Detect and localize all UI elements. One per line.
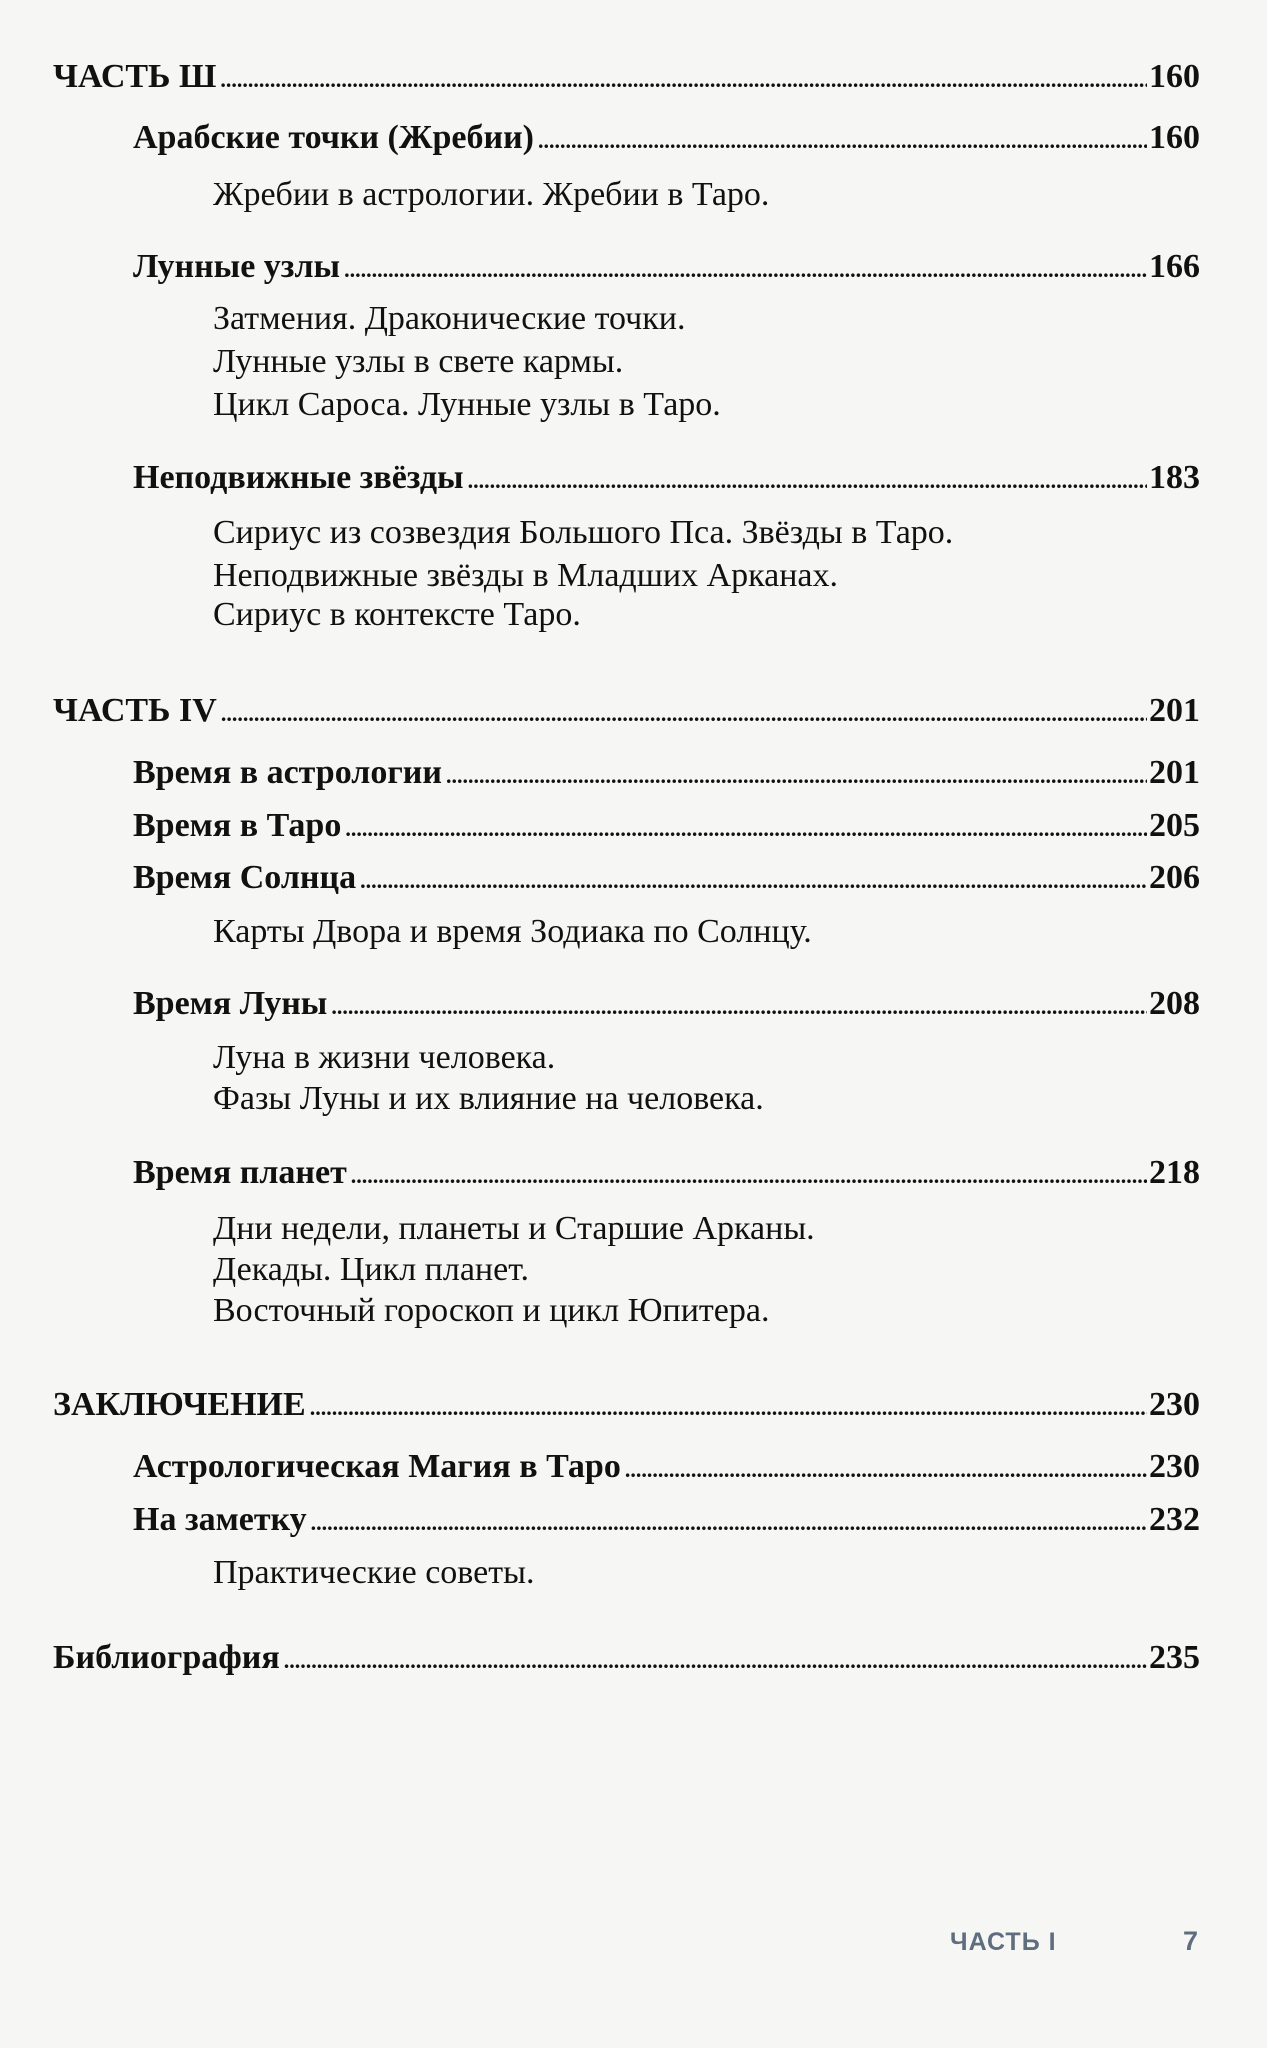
toc-entry-time-taro[interactable] bbox=[133, 806, 1200, 849]
toc-entry-title: ЧАСТЬ IV bbox=[53, 692, 217, 729]
toc-entry-title: Время в Таро bbox=[133, 807, 342, 844]
dot-leader bbox=[446, 753, 1147, 796]
toc-entry-title: Время планет bbox=[133, 1154, 347, 1191]
toc-entry-part-3[interactable] bbox=[53, 57, 1200, 100]
toc-entry-page: 201 bbox=[1149, 754, 1200, 791]
toc-entry-page: 206 bbox=[1149, 859, 1200, 896]
toc-subtopic: Практические советы. bbox=[213, 1554, 535, 1591]
dot-leader bbox=[311, 1500, 1147, 1543]
toc-subtopic: Лунные узлы в свете кармы. bbox=[213, 343, 624, 380]
toc-entry-title: ЗАКЛЮЧЕНИЕ bbox=[53, 1386, 306, 1423]
toc-entry-part-4[interactable] bbox=[53, 691, 1200, 734]
toc-entry-conclusion[interactable] bbox=[53, 1385, 1200, 1428]
toc-entry-title: Время Луны bbox=[133, 985, 328, 1022]
toc-entry-page: 160 bbox=[1149, 58, 1200, 95]
running-footer-section: ЧАСТЬ I bbox=[950, 1928, 1057, 1956]
toc-subtopic: Карты Двора и время Зодиака по Солнцу. bbox=[213, 913, 812, 950]
toc-entry-time-planets[interactable] bbox=[133, 1153, 1200, 1196]
toc-entry-lunar-nodes[interactable] bbox=[133, 247, 1200, 290]
toc-subtopic: Неподвижные звёзды в Младших Арканах. bbox=[213, 557, 839, 594]
toc-entry-arabic-points[interactable] bbox=[133, 118, 1200, 161]
dot-leader bbox=[345, 806, 1147, 849]
dot-leader bbox=[625, 1447, 1147, 1490]
dot-leader bbox=[310, 1385, 1147, 1428]
toc-subtopic: Жребии в астрологии. Жребии в Таро. bbox=[213, 176, 770, 213]
toc-entry-time-astrology[interactable] bbox=[133, 753, 1200, 796]
toc-entry-page: 208 bbox=[1149, 985, 1200, 1022]
dot-leader bbox=[284, 1638, 1147, 1681]
toc-subtopic: Дни недели, планеты и Старшие Арканы. bbox=[213, 1210, 815, 1247]
toc-subtopic: Восточный гороскоп и цикл Юпитера. bbox=[213, 1292, 770, 1329]
toc-entry-title: На заметку bbox=[133, 1501, 307, 1538]
toc-entry-page: 166 bbox=[1149, 248, 1200, 285]
toc-entry-title: Время Солнца bbox=[133, 859, 357, 896]
toc-entry-page: 230 bbox=[1149, 1448, 1200, 1485]
toc-entry-title: Неподвижные звёзды bbox=[133, 459, 464, 496]
toc-entry-astro-magic[interactable] bbox=[133, 1447, 1200, 1490]
toc-entry-page: 230 bbox=[1149, 1386, 1200, 1423]
toc-entry-time-sun[interactable] bbox=[133, 858, 1200, 901]
dot-leader bbox=[468, 458, 1147, 501]
toc-entry-page: 160 bbox=[1149, 119, 1200, 156]
toc-entry-bibliography[interactable] bbox=[53, 1638, 1200, 1681]
dot-leader bbox=[221, 691, 1147, 734]
toc-subtopic: Декады. Цикл планет. bbox=[213, 1251, 530, 1288]
dot-leader bbox=[220, 57, 1147, 100]
dot-leader bbox=[344, 247, 1147, 290]
toc-entry-title: Библиография bbox=[53, 1639, 280, 1676]
page-number: 7 bbox=[1183, 1926, 1199, 1956]
toc-entry-time-moon[interactable] bbox=[133, 984, 1200, 1027]
toc-entry-title: Астрологическая Магия в Таро bbox=[133, 1448, 621, 1485]
toc-entry-title: Время в астрологии bbox=[133, 754, 442, 791]
toc-entry-page: 183 bbox=[1149, 459, 1200, 496]
toc-entry-title: ЧАСТЬ Ш bbox=[53, 58, 217, 95]
dot-leader bbox=[351, 1153, 1147, 1196]
dot-leader bbox=[360, 858, 1147, 901]
toc-subtopic: Сириус в контексте Таро. bbox=[213, 596, 581, 633]
toc-subtopic: Сириус из созвездия Большого Пса. Звёзды в Таро. bbox=[213, 514, 954, 551]
toc-subtopic: Фазы Луны и их влияние на человека. bbox=[213, 1080, 764, 1117]
toc-entry-page: 218 bbox=[1149, 1154, 1200, 1191]
toc-subtopic: Затмения. Драконические точки. bbox=[213, 300, 686, 337]
dot-leader bbox=[331, 984, 1147, 1027]
toc-entry-page: 232 bbox=[1149, 1501, 1200, 1538]
toc-entry-fixed-stars[interactable] bbox=[133, 458, 1200, 501]
toc-entry-title: Лунные узлы bbox=[133, 248, 341, 285]
toc-entry-page: 201 bbox=[1149, 692, 1200, 729]
dot-leader bbox=[538, 118, 1147, 161]
toc-subtopic: Луна в жизни человека. bbox=[213, 1039, 556, 1076]
toc-entry-title: Арабские точки (Жребии) bbox=[133, 119, 534, 156]
toc-entry-page: 235 bbox=[1149, 1639, 1200, 1676]
toc-entry-notes[interactable] bbox=[133, 1500, 1200, 1543]
toc-subtopic: Цикл Сароса. Лунные узлы в Таро. bbox=[213, 386, 721, 423]
toc-entry-page: 205 bbox=[1149, 807, 1200, 844]
